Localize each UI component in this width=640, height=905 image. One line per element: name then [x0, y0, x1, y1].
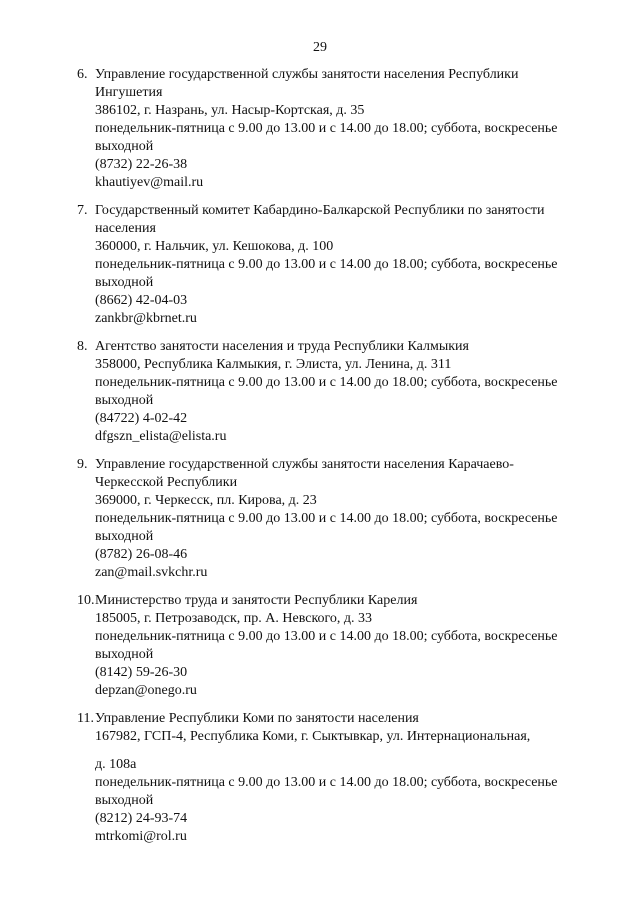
entry-hours: понедельник-пятница с 9.00 до 13.00 и с 14.00 до 18.00; суббота, воскресенье [95, 257, 558, 272]
entry-title: Черкесской Республики [95, 475, 238, 490]
entry-hours: выходной [95, 793, 154, 808]
entry-address: 360000, г. Нальчик, ул. Кешокова, д. 100 [95, 239, 334, 254]
entry-title: Управление государственной службы занятости населения Карачаево- [95, 457, 514, 472]
entry-hours: выходной [95, 647, 154, 662]
entry-number: 6. [77, 67, 88, 82]
entry-hours: понедельник-пятница с 9.00 до 13.00 и с 14.00 до 18.00; суббота, воскресенье [95, 375, 558, 390]
entry-title: Министерство труда и занятости Республики Карелия [95, 593, 418, 608]
entry-hours: понедельник-пятница с 9.00 до 13.00 и с 14.00 до 18.00; суббота, воскресенье [95, 775, 558, 790]
entry-title: населения [95, 221, 156, 236]
entry-email[interactable]: zankbr@kbrnet.ru [95, 311, 197, 326]
list-item [77, 202, 597, 328]
list-item [77, 456, 597, 582]
entry-email[interactable]: mtrkomi@rol.ru [95, 829, 187, 844]
entry-number: 11. [77, 711, 94, 726]
entry-phone: (8782) 26-08-46 [95, 547, 188, 562]
list-item [77, 66, 597, 192]
entry-title: Агентство занятости населения и труда Республики Калмыкия [95, 339, 469, 354]
entry-email[interactable]: khautiyev@mail.ru [95, 175, 204, 190]
entry-phone: (84722) 4-02-42 [95, 411, 188, 426]
entry-title: Управление государственной службы занятости населения Республики [95, 67, 519, 82]
entry-title: Ингушетия [95, 85, 163, 100]
entry-title: Государственный комитет Кабардино-Балкарской Республики по занятости [95, 203, 545, 218]
list-item [77, 338, 597, 446]
entry-address: 358000, Республика Калмыкия, г. Элиста, ул. Ленина, д. 311 [95, 357, 452, 372]
entry-hours: выходной [95, 139, 154, 154]
entry-phone: (8212) 24-93-74 [95, 811, 188, 826]
entry-hours: понедельник-пятница с 9.00 до 13.00 и с 14.00 до 18.00; суббота, воскресенье [95, 629, 558, 644]
entry-hours: понедельник-пятница с 9.00 до 13.00 и с 14.00 до 18.00; суббота, воскресенье [95, 121, 558, 136]
entry-number: 9. [77, 457, 88, 472]
list-item [77, 592, 597, 700]
list-item [77, 710, 597, 846]
directory-list [77, 66, 597, 856]
entry-address: 185005, г. Петрозаводск, пр. А. Невского, д. 33 [95, 611, 373, 626]
entry-email[interactable]: zan@mail.svkchr.ru [95, 565, 208, 580]
page-number: 29 [313, 40, 327, 55]
entry-address: 386102, г. Назрань, ул. Насыр-Кортская, д. 35 [95, 103, 365, 118]
entry-hours: понедельник-пятница с 9.00 до 13.00 и с 14.00 до 18.00; суббота, воскресенье [95, 511, 558, 526]
entry-phone: (8662) 42-04-03 [95, 293, 188, 308]
entry-email[interactable]: depzan@onego.ru [95, 683, 197, 698]
entry-hours: выходной [95, 275, 154, 290]
entry-title: Управление Республики Коми по занятости населения [95, 711, 419, 726]
entry-number: 7. [77, 203, 88, 218]
entry-phone: (8732) 22-26-38 [95, 157, 188, 172]
entry-address: 369000, г. Черкесск, пл. Кирова, д. 23 [95, 493, 317, 508]
entry-number: 8. [77, 339, 88, 354]
entry-hours: выходной [95, 393, 154, 408]
entry-number: 10. [77, 593, 95, 608]
entry-address: 167982, ГСП-4, Республика Коми, г. Сыктывкар, ул. Интернациональная, [95, 729, 531, 744]
entry-hours: выходной [95, 529, 154, 544]
entry-phone: (8142) 59-26-30 [95, 665, 188, 680]
entry-address-continued: д. 108а [95, 757, 137, 772]
entry-email[interactable]: dfgszn_elista@elista.ru [95, 429, 227, 444]
